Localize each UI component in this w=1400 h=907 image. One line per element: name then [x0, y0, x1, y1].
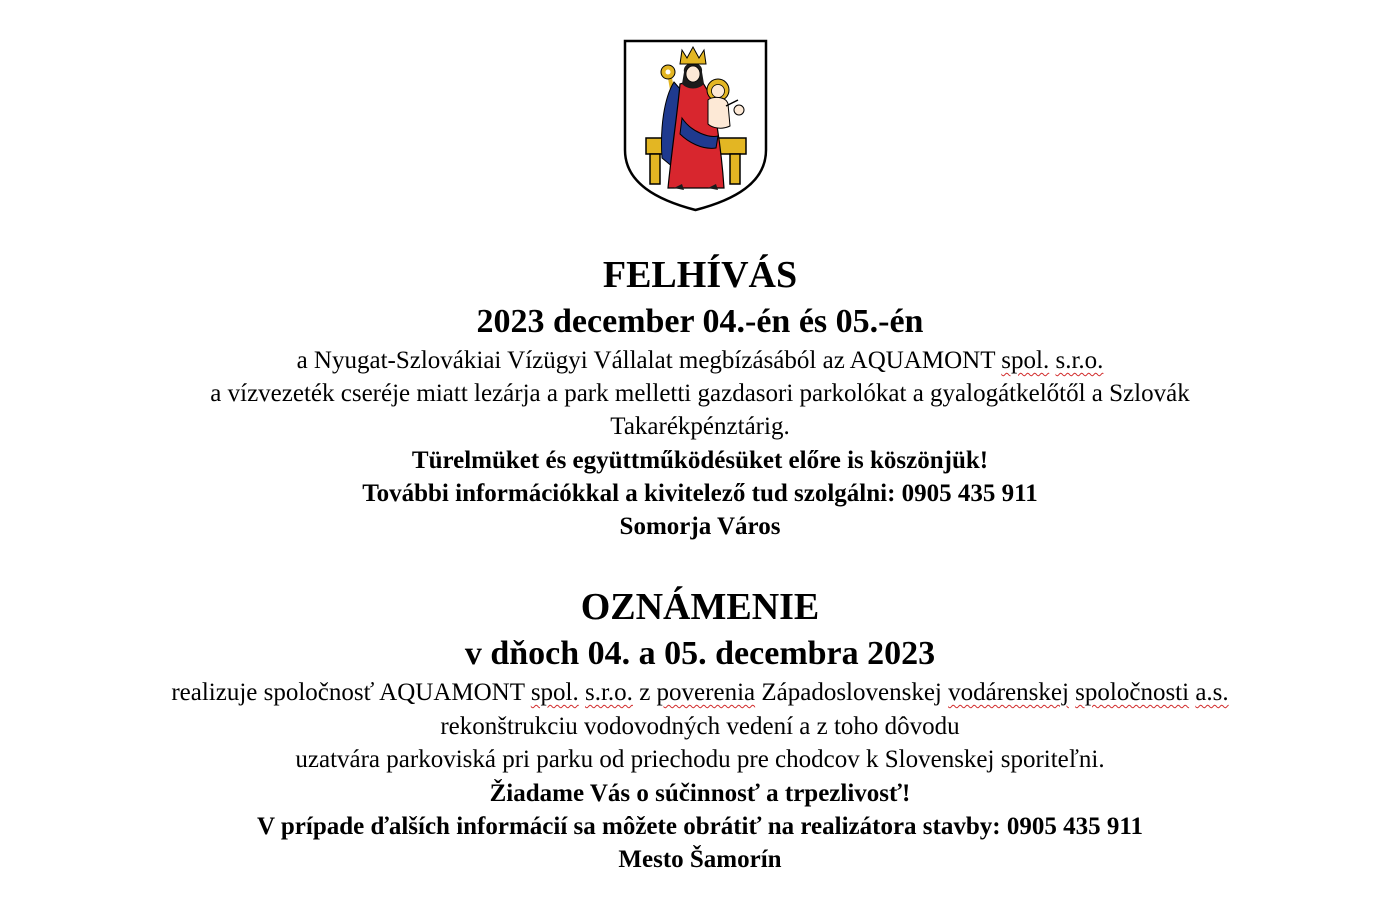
hu-line-1 — [0, 348, 1400, 373]
sk-date: v dňoch 04. a 05. decembra 2023 — [464, 635, 936, 672]
hu-line-1-spol: spol. — [1001, 347, 1050, 374]
hu-signature: Somorja Város — [619, 513, 781, 540]
sk-line-1-poverenia: poverenia — [656, 679, 756, 706]
sk-line-1-vodarenskej: vodárenskej — [948, 679, 1069, 706]
sk-line-3: uzatvára parkoviská pri parku od priechodu pre chodcov k Slovenskej sporiteľni. — [295, 746, 1105, 773]
hu-line-3: Takarékpénztárig. — [610, 413, 790, 440]
hu-line-2: a vízvezeték cseréje miatt lezárja a park melletti gazdasori parkolókat a gyalogátkelőtől a Szlovák — [210, 380, 1190, 407]
sk-signature: Mesto Šamorín — [618, 846, 782, 873]
hu-title: FELHÍVÁS — [602, 254, 798, 296]
sk-line-1-spolocnosti: spoločnosti — [1075, 679, 1190, 706]
sk-line-1-text-c: z — [632, 679, 657, 706]
sk-title: OZNÁMENIE — [580, 586, 820, 628]
hu-contact: További információkkal a kivitelező tud szolgálni: 0905 435 911 — [362, 480, 1038, 507]
sk-line-1-sro: s.r.o. — [585, 679, 633, 706]
sk-line-1 — [0, 680, 1400, 705]
hu-line-1-text: a Nyugat-Szlovákiai Vízügyi Vállalat megbízásából az AQUAMONT — [296, 347, 1002, 374]
sk-contact: V prípade ďalších informácií sa môžete obrátiť na realizátora stavby: 0905 435 911 — [257, 813, 1143, 840]
hu-date: 2023 december 04.-én és 05.-én — [476, 303, 924, 340]
sk-line-1-text-a: realizuje spoločnosť AQUAMONT — [171, 679, 531, 706]
sk-request: Žiadame Vás o súčinnosť a trpezlivosť! — [489, 780, 911, 807]
sk-line-1-text-d: Západoslovenskej — [755, 679, 949, 706]
sk-line-1-as: a.s. — [1195, 679, 1229, 706]
sk-line-1-spol: spol. — [530, 679, 579, 706]
hu-line-1-sro: s.r.o. — [1055, 347, 1104, 374]
hu-thanks: Türelmüket és együttműködésüket előre is köszönjük! — [411, 447, 989, 474]
sk-line-2: rekonštrukciu vodovodných vedení a z toho dôvodu — [440, 713, 960, 740]
samorin-coat-of-arms-icon — [622, 38, 769, 213]
